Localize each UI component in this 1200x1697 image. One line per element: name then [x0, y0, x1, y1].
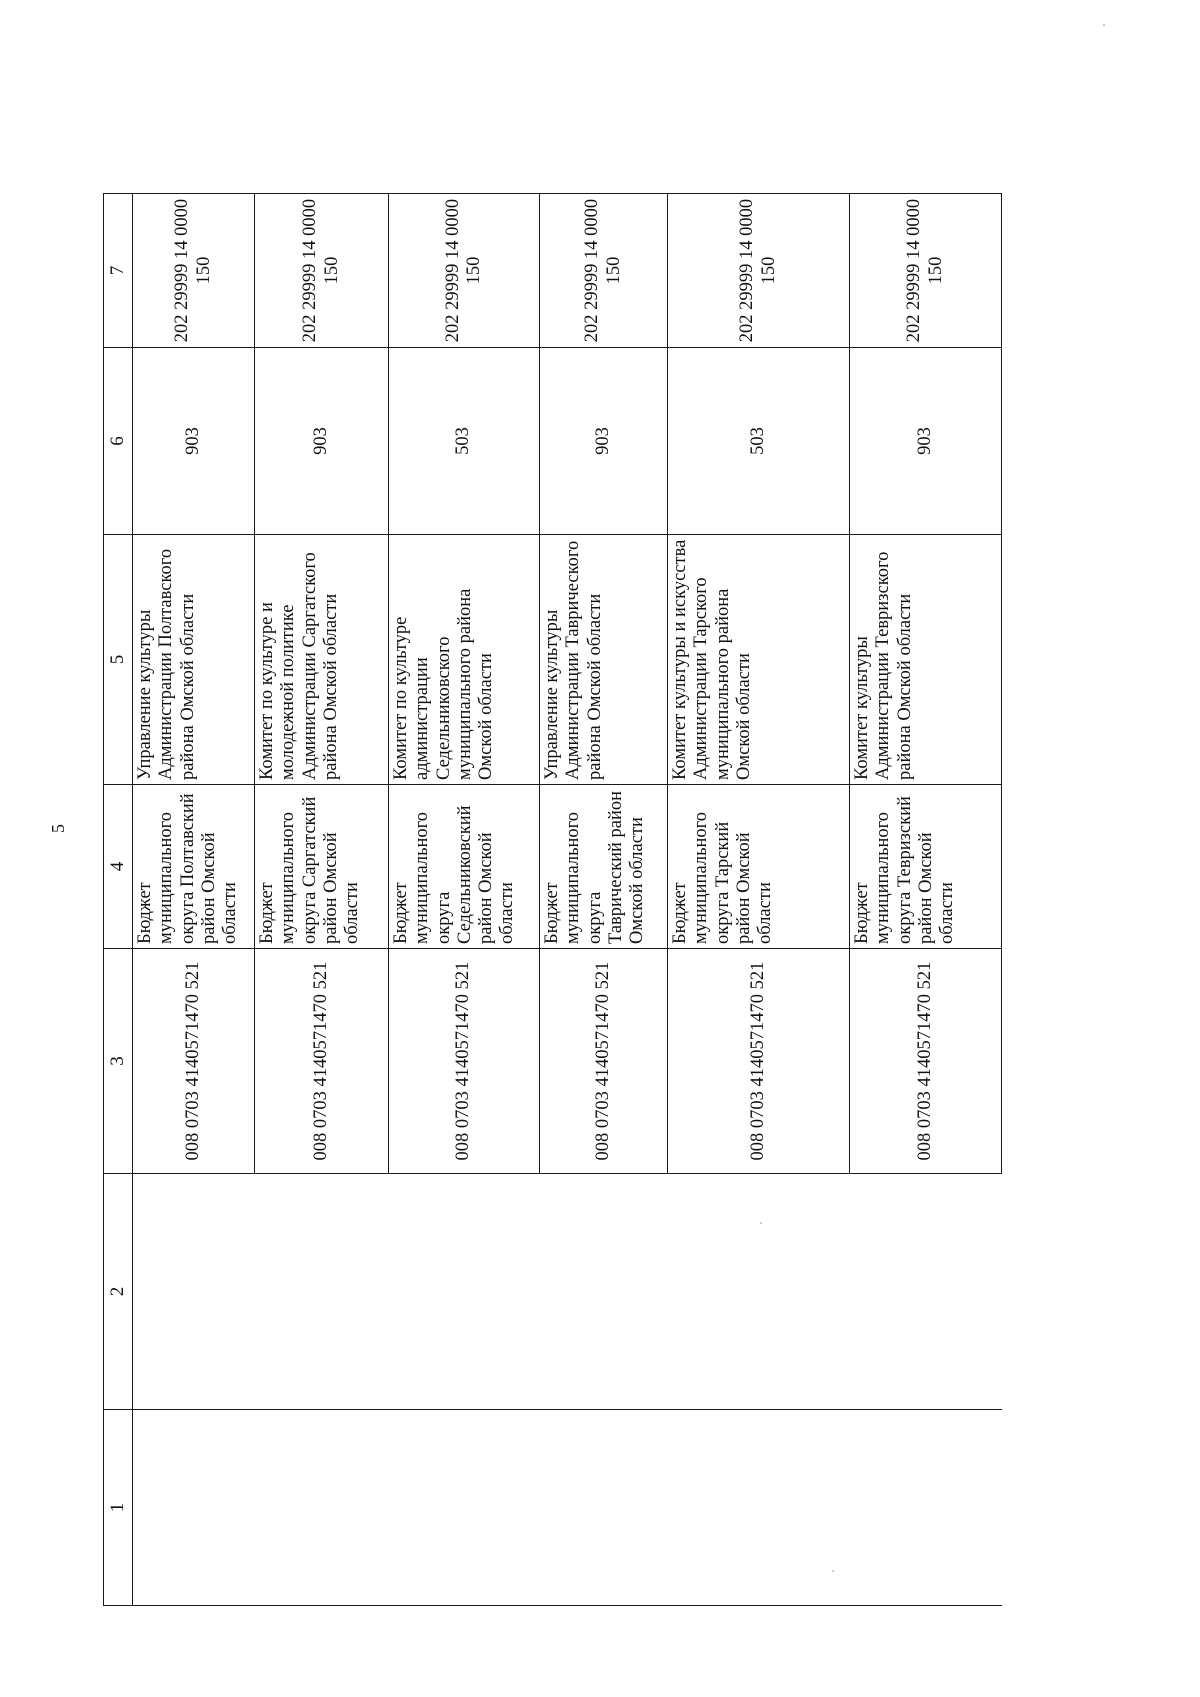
- income-code-cell: 202 29999 14 0000 150: [668, 194, 850, 348]
- income-code-cell: 202 29999 14 0000 150: [255, 194, 389, 348]
- recipient-cell: Комитет по культуре и молодежной политике Администрации Саргатского района Омской области: [255, 535, 389, 785]
- budget-cell: Бюджет муниципального округа Тевризский район Омской области: [850, 785, 1002, 949]
- budget-table: [103, 193, 1002, 1606]
- header-col-2: 2: [104, 1174, 133, 1410]
- budget-cell: Бюджет муниципального округа Полтавский район Омской области: [133, 785, 255, 949]
- scan-speck: [1103, 24, 1105, 26]
- recipient-cell: Управление культуры Администрации Полтавского района Омской области: [133, 535, 255, 785]
- code-cell: 008 0703 4140571470 521: [389, 949, 540, 1174]
- budget-cell: Бюджет муниципального округа Саргатский район Омской области: [255, 785, 389, 949]
- code-cell: 008 0703 4140571470 521: [668, 949, 850, 1174]
- header-col-7: 7: [104, 194, 133, 348]
- admin-code-cell: 503: [668, 348, 850, 535]
- recipient-cell: Комитет культуры и искусства Администрации Тарского муниципального района Омской области: [668, 535, 850, 785]
- header-col-5: 5: [104, 535, 133, 785]
- code-cell: 008 0703 4140571470 521: [850, 949, 1002, 1174]
- header-col-3: 3: [104, 949, 133, 1174]
- table-row: [133, 194, 255, 1606]
- budget-cell: Бюджет муниципального округа Таврический район Омской области: [540, 785, 668, 949]
- recipient-cell: Комитет культуры Администрации Тевризского района Омской области: [850, 535, 1002, 785]
- rotated-table-container: [103, 194, 1000, 1606]
- scan-speck: [832, 1570, 834, 1572]
- header-col-4: 4: [104, 785, 133, 949]
- admin-code-cell: 503: [389, 348, 540, 535]
- income-code-cell: 202 29999 14 0000 150: [540, 194, 668, 348]
- income-code-cell: 202 29999 14 0000 150: [133, 194, 255, 348]
- header-row: [104, 194, 133, 1606]
- col1-merged-cell: [133, 1410, 1002, 1606]
- admin-code-cell: 903: [255, 348, 389, 535]
- budget-cell: Бюджет муниципального округа Седельниковский район Омской области: [389, 785, 540, 949]
- code-cell: 008 0703 4140571470 521: [133, 949, 255, 1174]
- header-col-6: 6: [104, 348, 133, 535]
- admin-code-cell: 903: [850, 348, 1002, 535]
- income-code-cell: 202 29999 14 0000 150: [850, 194, 1002, 348]
- income-code-cell: 202 29999 14 0000 150: [389, 194, 540, 348]
- page-number: 5: [48, 824, 68, 833]
- col2-blank-area: [133, 1174, 1002, 1410]
- budget-cell: Бюджет муниципального округа Тарский район Омской области: [668, 785, 850, 949]
- recipient-cell: Управление культуры Администрации Таврического района Омской области: [540, 535, 668, 785]
- recipient-cell: Комитет по культуре администрации Седельниковского муниципального района Омской области: [389, 535, 540, 785]
- code-cell: 008 0703 4140571470 521: [255, 949, 389, 1174]
- admin-code-cell: 903: [133, 348, 255, 535]
- header-col-1: 1: [104, 1410, 133, 1606]
- code-cell: 008 0703 4140571470 521: [540, 949, 668, 1174]
- admin-code-cell: 903: [540, 348, 668, 535]
- scan-speck: [760, 1222, 762, 1224]
